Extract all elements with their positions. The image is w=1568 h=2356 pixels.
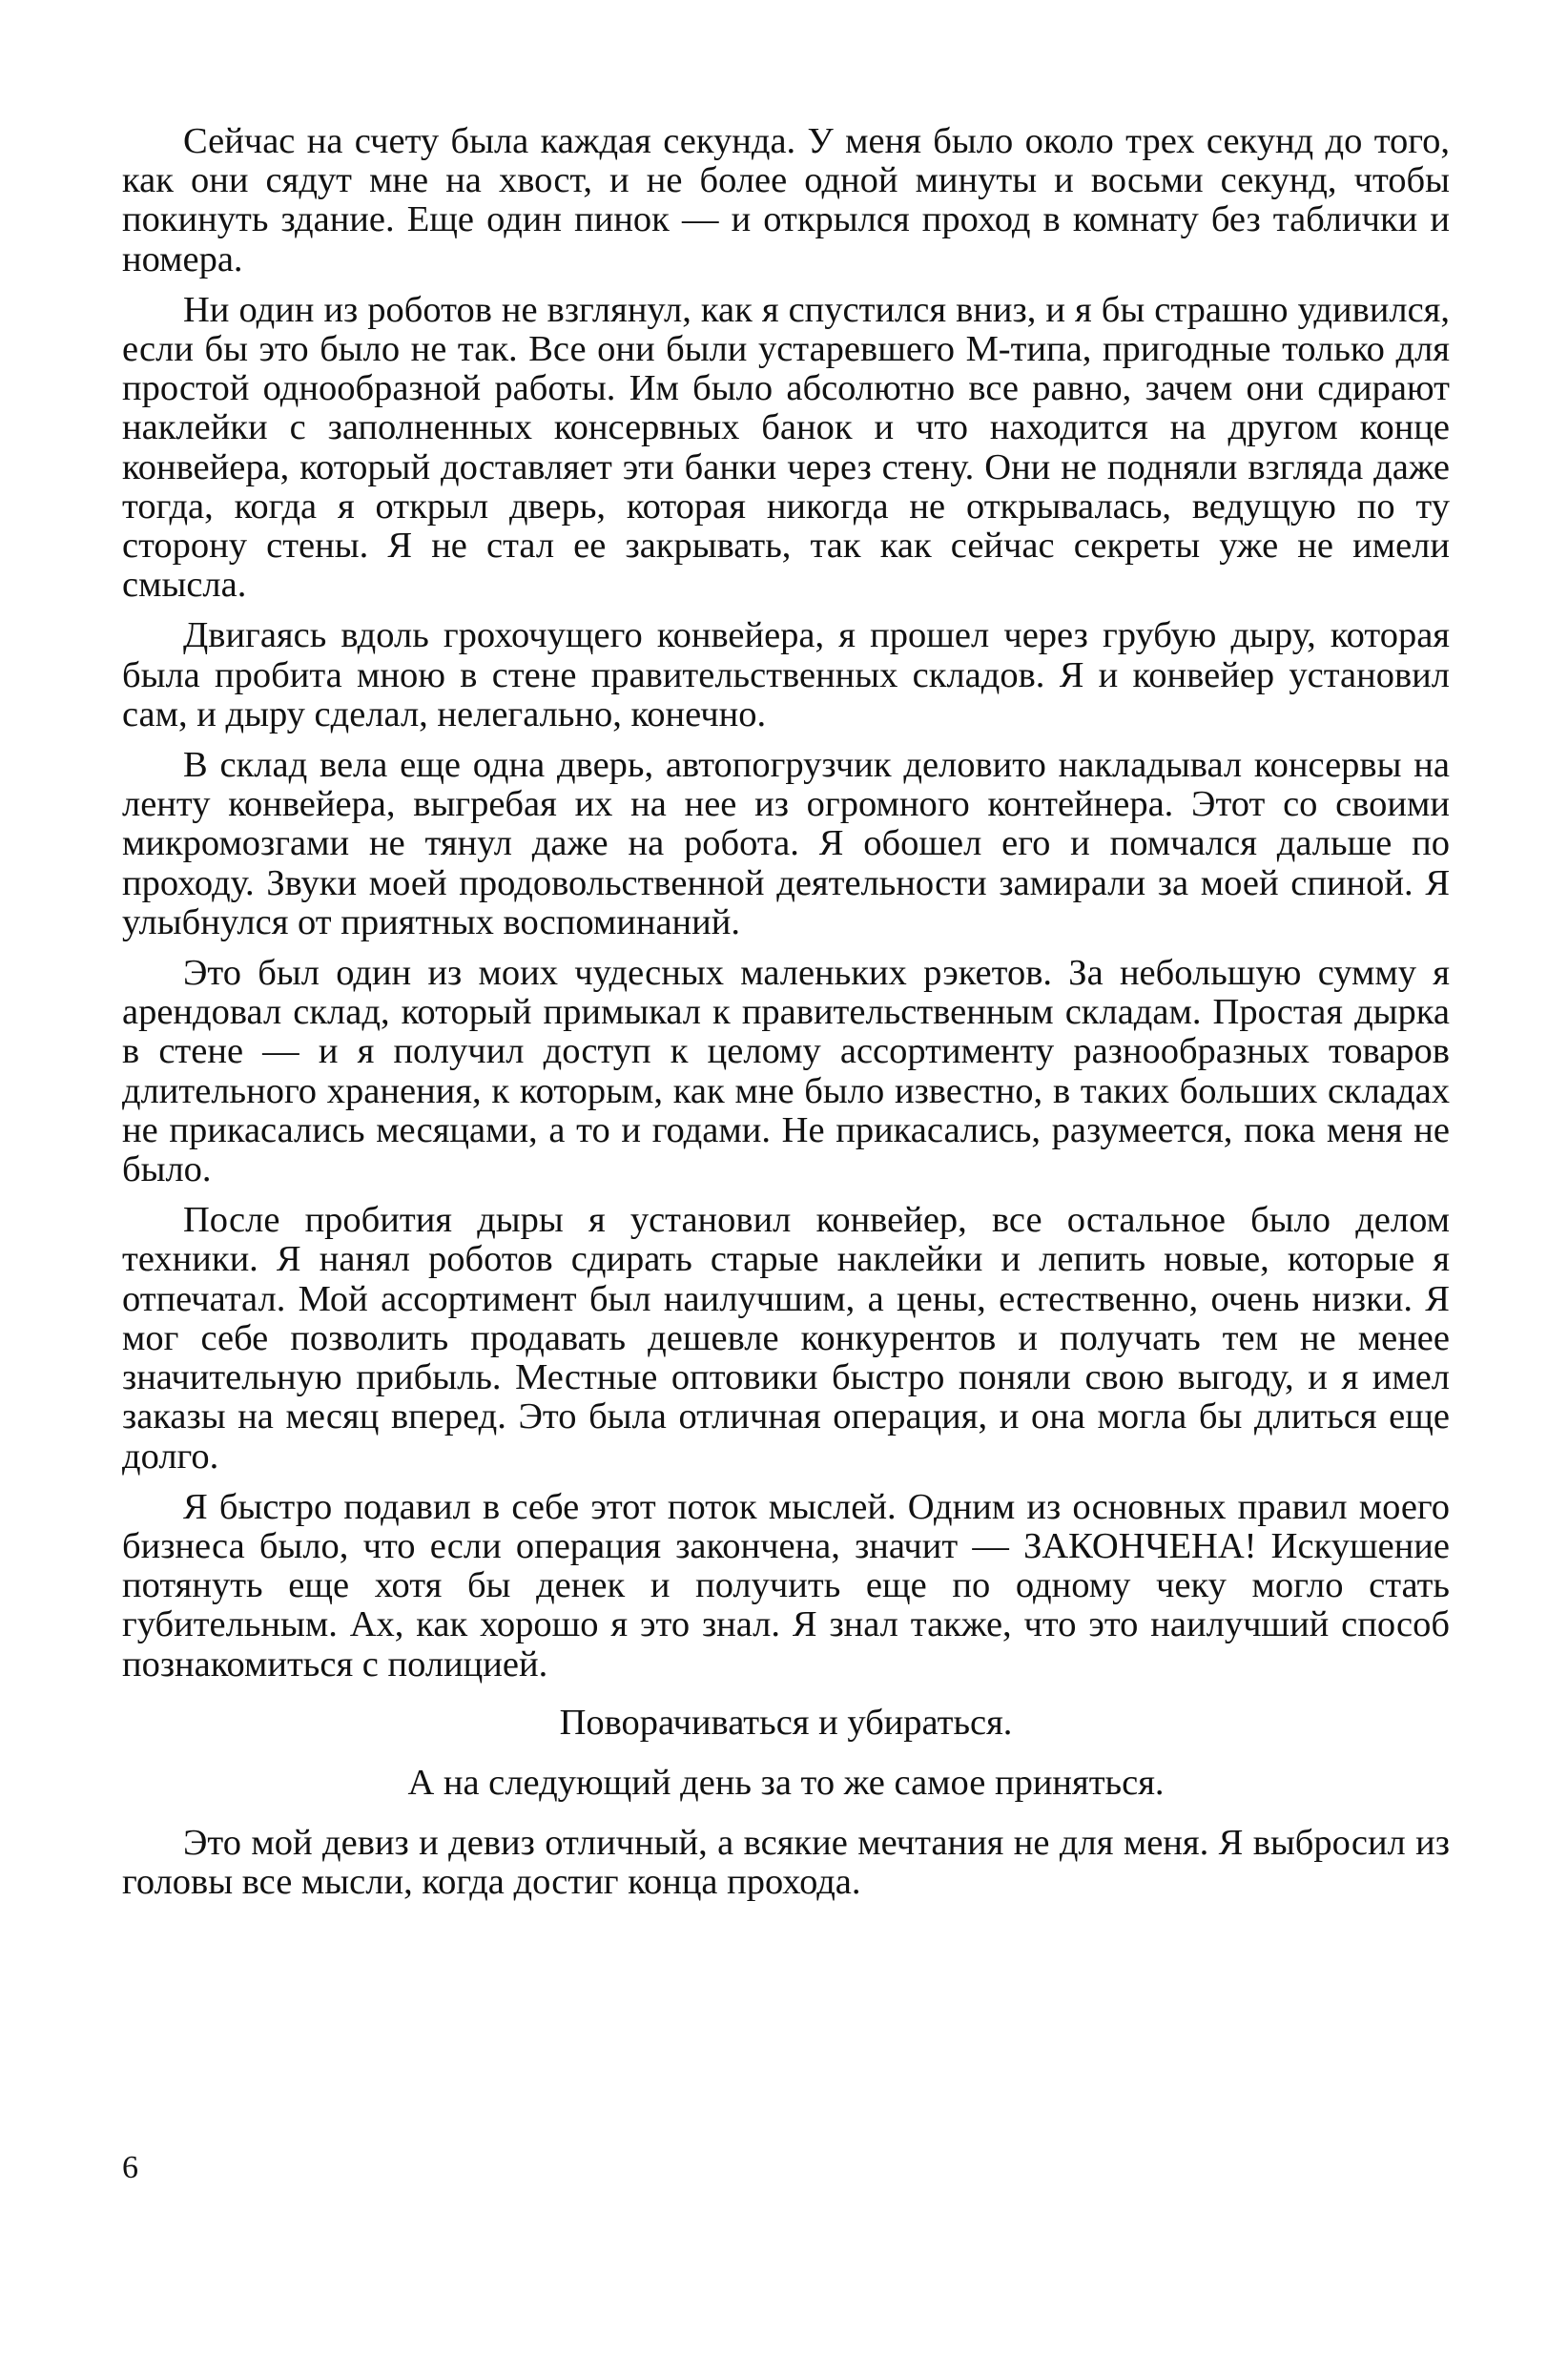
paragraph: После пробития дыры я установил конвейер, все остальное было делом техники. Я нанял роботов сдирать старые наклейки и лепить новые, которые я отпечатал. Мой ассортимент был наилучшим, а цены, естественно, очень низки. Я мог себе позволить продавать дешевле конкурентов и получать тем не менее значительную прибыль. Местные оптовики быстро поняли свою выгоду, и я имел заказы на месяц вперед. Это была отличная операция, и она могла бы длиться еще долго.	[122, 1200, 1450, 1477]
paragraph: Я быстро подавил в себе этот поток мыслей. Одним из основных правил моего бизнеса было, что если операция закончена, значит — ЗАКОНЧЕНА! Искушение потянуть еще хотя бы денек и получить еще по одному чеку могло стать губительным. Ах, как хорошо я это знал. Я знал также, что это наилучший способ познакомиться с полицией.	[122, 1486, 1450, 1684]
paragraph: В склад вела еще одна дверь, автопогрузчик деловито накладывал консервы на ленту конвейера, выгребая их на нее из огромного контейнера. Этот со своими микромозгами не тянул даже на робота. Я обошел его и помчался дальше по проходу. Звуки моей продовольственной деятельности замирали за моей спиной. Я улыбнулся от приятных воспоминаний.	[122, 745, 1450, 942]
motto-line: А на следующий день за то же самое приняться.	[407, 1762, 1165, 1803]
motto-line: Поворачиваться и убираться.	[559, 1702, 1013, 1743]
page-number: 6	[122, 2150, 138, 2185]
paragraph: Сейчас на счету была каждая секунда. У меня было около трех секунд до того, как они сядут мне на хвост, и не более одной минуты и восьми секунд, чтобы покинуть здание. Еще один пинок — и открылся проход в комнату без таблички и номера.	[122, 121, 1450, 279]
paragraph: Двигаясь вдоль грохочущего конвейера, я прошел через грубую дыру, которая была пробита мною в стене правительственных складов. Я и конвейер установил сам, и дыру сделал, нелегально, конечно.	[122, 615, 1450, 734]
book-page-text	[122, 122, 1450, 1903]
paragraph: Ни один из роботов не взглянул, как я спустился вниз, и я бы страшно удивился, если бы это было не так. Все они были устаревшего М-типа, пригодные только для простой однообразной работы. Им было абсолютно все равно, зачем они сдирают наклейки с заполненных консервных банок и что находится на другом конце конвейера, который доставляет эти банки через стену. Они не подняли взгляда даже тогда, когда я открыл дверь, которая никогда не открывалась, ведущую по ту сторону стены. Я не стал ее закрывать, так как сейчас секреты уже не имели смысла.	[122, 289, 1450, 606]
paragraph: Это был один из моих чудесных маленьких рэкетов. За небольшую сумму я арендовал склад, который примыкал к правительственным складам. Простая дырка в стене — и я получил доступ к целому ассортименту разнообразных товаров длительного хранения, к которым, как мне было известно, в таких больших складах не прикасались месяцами, а то и годами. Не прикасались, разумеется, пока меня не было.	[122, 953, 1450, 1190]
closing-paragraph: Это мой девиз и девиз отличный, а всякие мечтания не для меня. Я выбросил из головы все мысли, когда достиг конца прохода.	[122, 1823, 1450, 1903]
